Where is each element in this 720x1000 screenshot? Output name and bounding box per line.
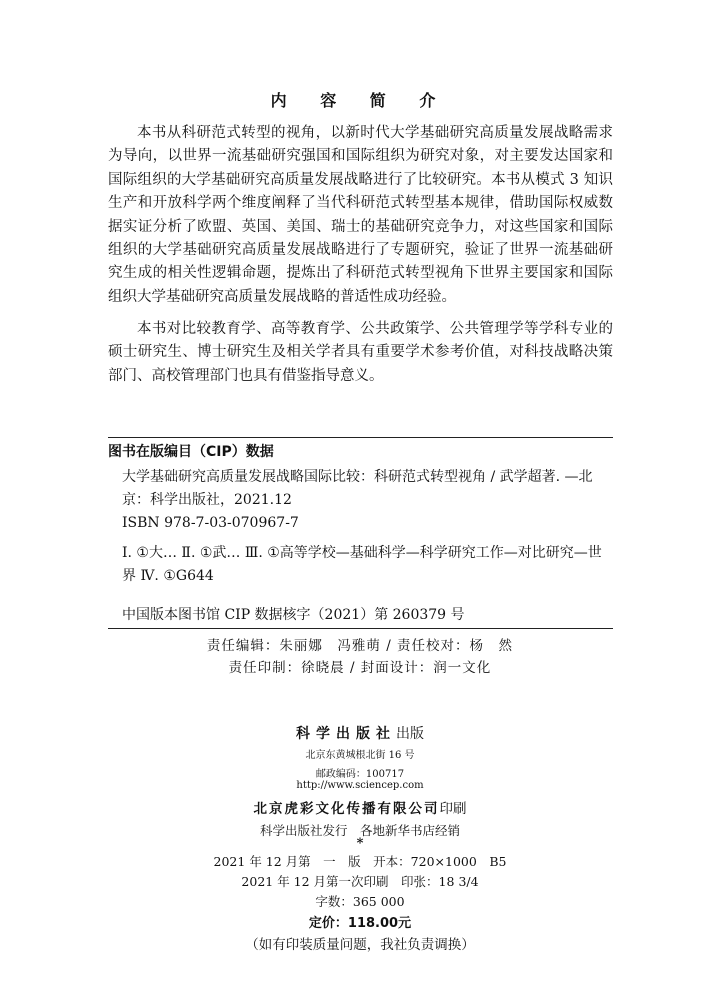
publisher-name: 科学出版社	[296, 726, 396, 742]
publisher-address: 北京东黄城根北街 16 号	[305, 750, 415, 761]
printer-suffix: 印刷	[439, 801, 467, 817]
cip-heading: 图书在版编目（CIP）数据	[108, 444, 274, 460]
separator-star: *	[356, 836, 364, 851]
editors-line-1: 责任编辑：朱丽娜 冯雅萌 / 责任校对：杨 然	[206, 638, 514, 654]
summary-paragraph-2: 本书对比较教育学、高等教育学、公共政策学、公共管理学等学科专业的硕士研究生、博士研究生及相关学者具有重要学术参考价值，对科技战略决策部门、高校管理部门也具有借鉴指导意义。	[108, 321, 613, 384]
word-count: 字数：365 000	[315, 894, 405, 909]
publisher-website: http://www.sciencep.com	[296, 780, 424, 791]
publisher-suffix: 出版	[396, 726, 424, 742]
cip-title-line: 大学基础研究高质量发展战略国际比较：科研范式转型视角 / 武学超著. —北京：科学出版社，2021.12	[122, 469, 593, 508]
publisher-line	[0, 723, 720, 743]
cip-number: 中国版本图书馆 CIP 数据核字（2021）第 260379 号	[122, 607, 465, 623]
publisher-postcode: 邮政编码：100717	[315, 769, 405, 780]
editors-line-2: 责任印制：徐晓晨 / 封面设计：润一文化	[228, 660, 492, 676]
printing-line: 2021 年 12 月第一次印刷 印张：18 3/4	[241, 874, 479, 889]
edition-line: 2021 年 12 月第 一 版 开本：720×1000 B5	[213, 854, 507, 869]
cip-classification: Ⅰ. ①大… Ⅱ. ①武… Ⅲ. ①高等学校—基础科学—科学研究工作—对比研究—世界 Ⅳ. ①G644	[122, 545, 602, 584]
quality-notice: （如有印装质量问题，我社负责调换）	[245, 937, 475, 953]
printer-line	[0, 797, 720, 817]
cip-bottom-rule	[108, 628, 613, 629]
cip-isbn: ISBN 978-7-03-070967-7	[122, 515, 299, 531]
price: 定价：118.00元	[308, 916, 412, 931]
distribution-line: 科学出版社发行 各地新华书店经销	[259, 823, 460, 838]
page-title: 内 容 简 介	[270, 91, 450, 110]
printer-name: 北京虎彩文化传播有限公司	[253, 801, 440, 817]
cip-top-rule	[108, 437, 613, 438]
summary-paragraph-1: 本书从科研范式转型的视角，以新时代大学基础研究高质量发展战略需求为导向，以世界一流基础研究强国和国际组织为研究对象，对主要发达国家和国际组织的大学基础研究高质量发展战略进行了比较研究。本书从模式 3 知识生产和开放科学两个维度阐释了当代科研范式转型基本规律，借助国际权威数据实证分析了欧盟、英国、美国、瑞士的基础研究竞争力，对这些国家和国际组织的大学基础研究高质量发展战略进行了专题研究，验证了世界一流基础研究生成的相关性逻辑命题，提炼出了科研范式转型视角下世界主要国家和国际组织大学基础研究高质量发展战略的普适性成功经验。	[108, 125, 613, 305]
